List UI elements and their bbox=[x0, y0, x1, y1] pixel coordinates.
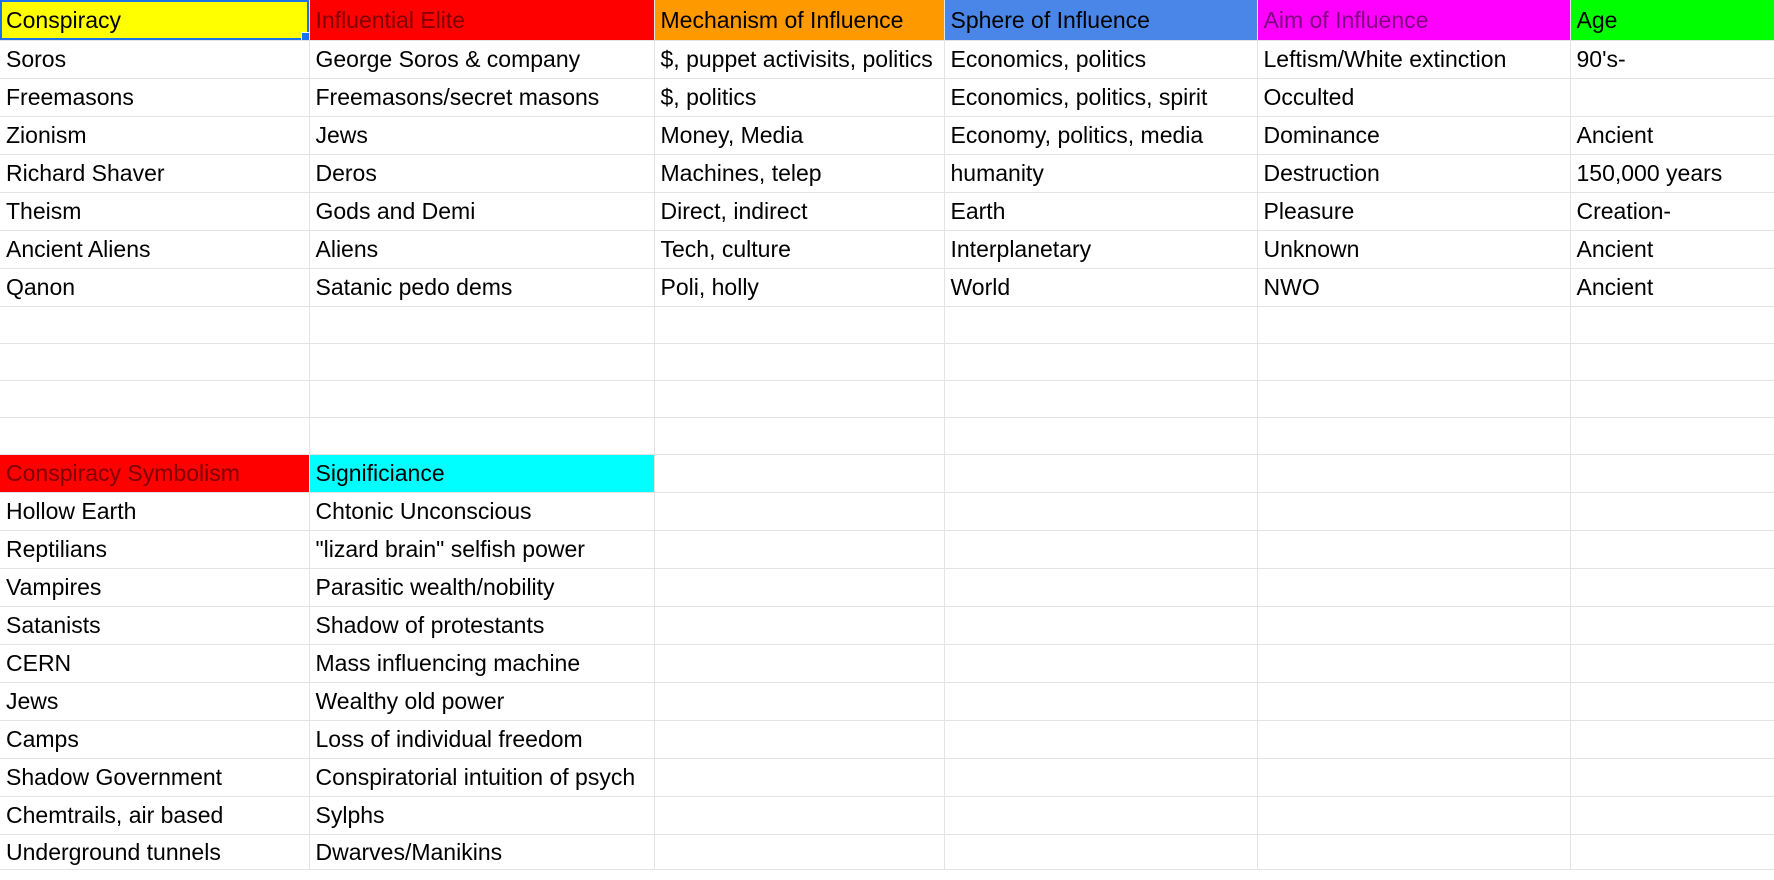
cell-C1[interactable]: Mechanism of Influence bbox=[654, 0, 944, 41]
cell-B15[interactable]: "lizard brain" selfish power bbox=[309, 531, 654, 569]
cell-E4[interactable]: Dominance bbox=[1257, 117, 1570, 155]
cell-C23[interactable] bbox=[654, 835, 944, 870]
cell-B2[interactable]: George Soros & company bbox=[309, 41, 654, 79]
cell-D9[interactable] bbox=[944, 307, 1257, 344]
cell-E11[interactable] bbox=[1257, 381, 1570, 418]
cell-A10[interactable] bbox=[0, 344, 309, 381]
cell-C6[interactable]: Direct, indirect bbox=[654, 193, 944, 231]
cell-E16[interactable] bbox=[1257, 569, 1570, 607]
cell-B12[interactable] bbox=[309, 418, 654, 455]
cell-A8[interactable]: Qanon bbox=[0, 269, 309, 307]
cell-B3[interactable]: Freemasons/secret masons bbox=[309, 79, 654, 117]
sheet-row bbox=[0, 0, 1774, 41]
cell-F5[interactable]: 150,000 years bbox=[1570, 155, 1774, 193]
cell-B5[interactable]: Deros bbox=[309, 155, 654, 193]
cell-B17[interactable]: Shadow of protestants bbox=[309, 607, 654, 645]
cell-D3[interactable]: Economics, politics, spirit bbox=[944, 79, 1257, 117]
cell-E14[interactable] bbox=[1257, 493, 1570, 531]
cell-D8[interactable]: World bbox=[944, 269, 1257, 307]
cell-D14[interactable] bbox=[944, 493, 1257, 531]
sheet-row bbox=[0, 531, 1774, 569]
cell-A3[interactable]: Freemasons bbox=[0, 79, 309, 117]
cell-A16[interactable]: Vampires bbox=[0, 569, 309, 607]
sheet-row bbox=[0, 455, 1774, 493]
sheet-row bbox=[0, 344, 1774, 381]
cell-F19[interactable] bbox=[1570, 683, 1774, 721]
cell-C4[interactable]: Money, Media bbox=[654, 117, 944, 155]
cell-E19[interactable] bbox=[1257, 683, 1570, 721]
cell-C16[interactable] bbox=[654, 569, 944, 607]
cell-E2[interactable]: Leftism/White extinction bbox=[1257, 41, 1570, 79]
cell-C17[interactable] bbox=[654, 607, 944, 645]
cell-B7[interactable]: Aliens bbox=[309, 231, 654, 269]
cell-B21[interactable]: Conspiratorial intuition of psych bbox=[309, 759, 654, 797]
cell-F21[interactable] bbox=[1570, 759, 1774, 797]
cell-E1[interactable]: Aim of Influence bbox=[1257, 0, 1570, 41]
cell-B8[interactable]: Satanic pedo dems bbox=[309, 269, 654, 307]
sheet-row bbox=[0, 79, 1774, 117]
cell-E13[interactable] bbox=[1257, 455, 1570, 493]
cell-F1[interactable]: Age bbox=[1570, 0, 1774, 41]
cell-B14[interactable]: Chtonic Unconscious bbox=[309, 493, 654, 531]
cell-A5[interactable]: Richard Shaver bbox=[0, 155, 309, 193]
cell-F16[interactable] bbox=[1570, 569, 1774, 607]
cell-F12[interactable] bbox=[1570, 418, 1774, 455]
cell-D21[interactable] bbox=[944, 759, 1257, 797]
cell-C13[interactable] bbox=[654, 455, 944, 493]
cell-E17[interactable] bbox=[1257, 607, 1570, 645]
cell-F11[interactable] bbox=[1570, 381, 1774, 418]
cell-A7[interactable]: Ancient Aliens bbox=[0, 231, 309, 269]
cell-C21[interactable] bbox=[654, 759, 944, 797]
cell-B11[interactable] bbox=[309, 381, 654, 418]
cell-E15[interactable] bbox=[1257, 531, 1570, 569]
cell-A9[interactable] bbox=[0, 307, 309, 344]
sheet-row bbox=[0, 193, 1774, 231]
cell-A15[interactable]: Reptilians bbox=[0, 531, 309, 569]
cell-B23[interactable]: Dwarves/Manikins bbox=[309, 835, 654, 870]
cell-F8[interactable]: Ancient bbox=[1570, 269, 1774, 307]
cell-D1[interactable]: Sphere of Influence bbox=[944, 0, 1257, 41]
cell-C2[interactable]: $, puppet activisits, politics bbox=[654, 41, 944, 79]
cell-D17[interactable] bbox=[944, 607, 1257, 645]
cell-E12[interactable] bbox=[1257, 418, 1570, 455]
cell-C9[interactable] bbox=[654, 307, 944, 344]
sheet-row bbox=[0, 307, 1774, 344]
cell-B20[interactable]: Loss of individual freedom bbox=[309, 721, 654, 759]
cell-D2[interactable]: Economics, politics bbox=[944, 41, 1257, 79]
cell-E20[interactable] bbox=[1257, 721, 1570, 759]
cell-A13[interactable]: Conspiracy Symbolism bbox=[0, 455, 309, 493]
cell-A11[interactable] bbox=[0, 381, 309, 418]
cell-B1[interactable]: Influential Elite bbox=[309, 0, 654, 41]
cell-C8[interactable]: Poli, holly bbox=[654, 269, 944, 307]
sheet-row bbox=[0, 41, 1774, 79]
cell-B19[interactable]: Wealthy old power bbox=[309, 683, 654, 721]
cell-B4[interactable]: Jews bbox=[309, 117, 654, 155]
cell-C22[interactable] bbox=[654, 797, 944, 835]
cell-D4[interactable]: Economy, politics, media bbox=[944, 117, 1257, 155]
cell-A4[interactable]: Zionism bbox=[0, 117, 309, 155]
cell-C18[interactable] bbox=[654, 645, 944, 683]
cell-C3[interactable]: $, politics bbox=[654, 79, 944, 117]
sheet-row bbox=[0, 569, 1774, 607]
cell-E21[interactable] bbox=[1257, 759, 1570, 797]
cell-A17[interactable]: Satanists bbox=[0, 607, 309, 645]
cell-D16[interactable] bbox=[944, 569, 1257, 607]
cell-A20[interactable]: Camps bbox=[0, 721, 309, 759]
cell-C7[interactable]: Tech, culture bbox=[654, 231, 944, 269]
cell-E18[interactable] bbox=[1257, 645, 1570, 683]
cell-A14[interactable]: Hollow Earth bbox=[0, 493, 309, 531]
cell-A21[interactable]: Shadow Government bbox=[0, 759, 309, 797]
cell-F17[interactable] bbox=[1570, 607, 1774, 645]
cell-E23[interactable] bbox=[1257, 835, 1570, 870]
cell-F4[interactable]: Ancient bbox=[1570, 117, 1774, 155]
cell-A23[interactable]: Underground tunnels bbox=[0, 835, 309, 870]
cell-A2[interactable]: Soros bbox=[0, 41, 309, 79]
cell-C10[interactable] bbox=[654, 344, 944, 381]
cell-D15[interactable] bbox=[944, 531, 1257, 569]
sheet-row bbox=[0, 269, 1774, 307]
cell-F15[interactable] bbox=[1570, 531, 1774, 569]
cell-D19[interactable] bbox=[944, 683, 1257, 721]
cell-D13[interactable] bbox=[944, 455, 1257, 493]
cell-C20[interactable] bbox=[654, 721, 944, 759]
cell-D11[interactable] bbox=[944, 381, 1257, 418]
sheet-row bbox=[0, 759, 1774, 797]
cell-E10[interactable] bbox=[1257, 344, 1570, 381]
cell-E9[interactable] bbox=[1257, 307, 1570, 344]
cell-C15[interactable] bbox=[654, 531, 944, 569]
sheet-row bbox=[0, 155, 1774, 193]
cell-F3[interactable] bbox=[1570, 79, 1774, 117]
cell-D23[interactable] bbox=[944, 835, 1257, 870]
cell-F20[interactable] bbox=[1570, 721, 1774, 759]
cell-F13[interactable] bbox=[1570, 455, 1774, 493]
cell-A6[interactable]: Theism bbox=[0, 193, 309, 231]
cell-C12[interactable] bbox=[654, 418, 944, 455]
cell-E3[interactable]: Occulted bbox=[1257, 79, 1570, 117]
cell-D10[interactable] bbox=[944, 344, 1257, 381]
sheet-row bbox=[0, 607, 1774, 645]
cell-E5[interactable]: Destruction bbox=[1257, 155, 1570, 193]
cell-D6[interactable]: Earth bbox=[944, 193, 1257, 231]
cell-A18[interactable]: CERN bbox=[0, 645, 309, 683]
sheet-row bbox=[0, 835, 1774, 870]
sheet-row bbox=[0, 117, 1774, 155]
sheet-row bbox=[0, 231, 1774, 269]
cell-F7[interactable]: Ancient bbox=[1570, 231, 1774, 269]
sheet-row bbox=[0, 493, 1774, 531]
cell-F23[interactable] bbox=[1570, 835, 1774, 870]
cell-F6[interactable]: Creation- bbox=[1570, 193, 1774, 231]
cell-B16[interactable]: Parasitic wealth/nobility bbox=[309, 569, 654, 607]
cell-F10[interactable] bbox=[1570, 344, 1774, 381]
cell-D18[interactable] bbox=[944, 645, 1257, 683]
sheet-row bbox=[0, 721, 1774, 759]
cell-B22[interactable]: Sylphs bbox=[309, 797, 654, 835]
cell-D12[interactable] bbox=[944, 418, 1257, 455]
cell-F14[interactable] bbox=[1570, 493, 1774, 531]
sheet-row bbox=[0, 381, 1774, 418]
sheet-row bbox=[0, 645, 1774, 683]
cell-C19[interactable] bbox=[654, 683, 944, 721]
cell-E7[interactable]: Unknown bbox=[1257, 231, 1570, 269]
cell-A12[interactable] bbox=[0, 418, 309, 455]
cell-F18[interactable] bbox=[1570, 645, 1774, 683]
cell-E6[interactable]: Pleasure bbox=[1257, 193, 1570, 231]
cell-E22[interactable] bbox=[1257, 797, 1570, 835]
cell-D5[interactable]: humanity bbox=[944, 155, 1257, 193]
sheet-row bbox=[0, 418, 1774, 455]
cell-C14[interactable] bbox=[654, 493, 944, 531]
cell-B6[interactable]: Gods and Demi bbox=[309, 193, 654, 231]
cell-D20[interactable] bbox=[944, 721, 1257, 759]
cell-A1[interactable]: Conspiracy bbox=[0, 0, 309, 41]
cell-F9[interactable] bbox=[1570, 307, 1774, 344]
sheet-row bbox=[0, 797, 1774, 835]
cell-B10[interactable] bbox=[309, 344, 654, 381]
cell-D7[interactable]: Interplanetary bbox=[944, 231, 1257, 269]
cell-B18[interactable]: Mass influencing machine bbox=[309, 645, 654, 683]
cell-F2[interactable]: 90's- bbox=[1570, 41, 1774, 79]
sheet-row bbox=[0, 683, 1774, 721]
cell-B9[interactable] bbox=[309, 307, 654, 344]
cell-A22[interactable]: Chemtrails, air based bbox=[0, 797, 309, 835]
cell-F22[interactable] bbox=[1570, 797, 1774, 835]
cell-D22[interactable] bbox=[944, 797, 1257, 835]
cell-B13[interactable]: Significiance bbox=[309, 455, 654, 493]
cell-C11[interactable] bbox=[654, 381, 944, 418]
cell-C5[interactable]: Machines, telep bbox=[654, 155, 944, 193]
cell-E8[interactable]: NWO bbox=[1257, 269, 1570, 307]
fill-handle[interactable] bbox=[301, 32, 310, 41]
cell-A19[interactable]: Jews bbox=[0, 683, 309, 721]
